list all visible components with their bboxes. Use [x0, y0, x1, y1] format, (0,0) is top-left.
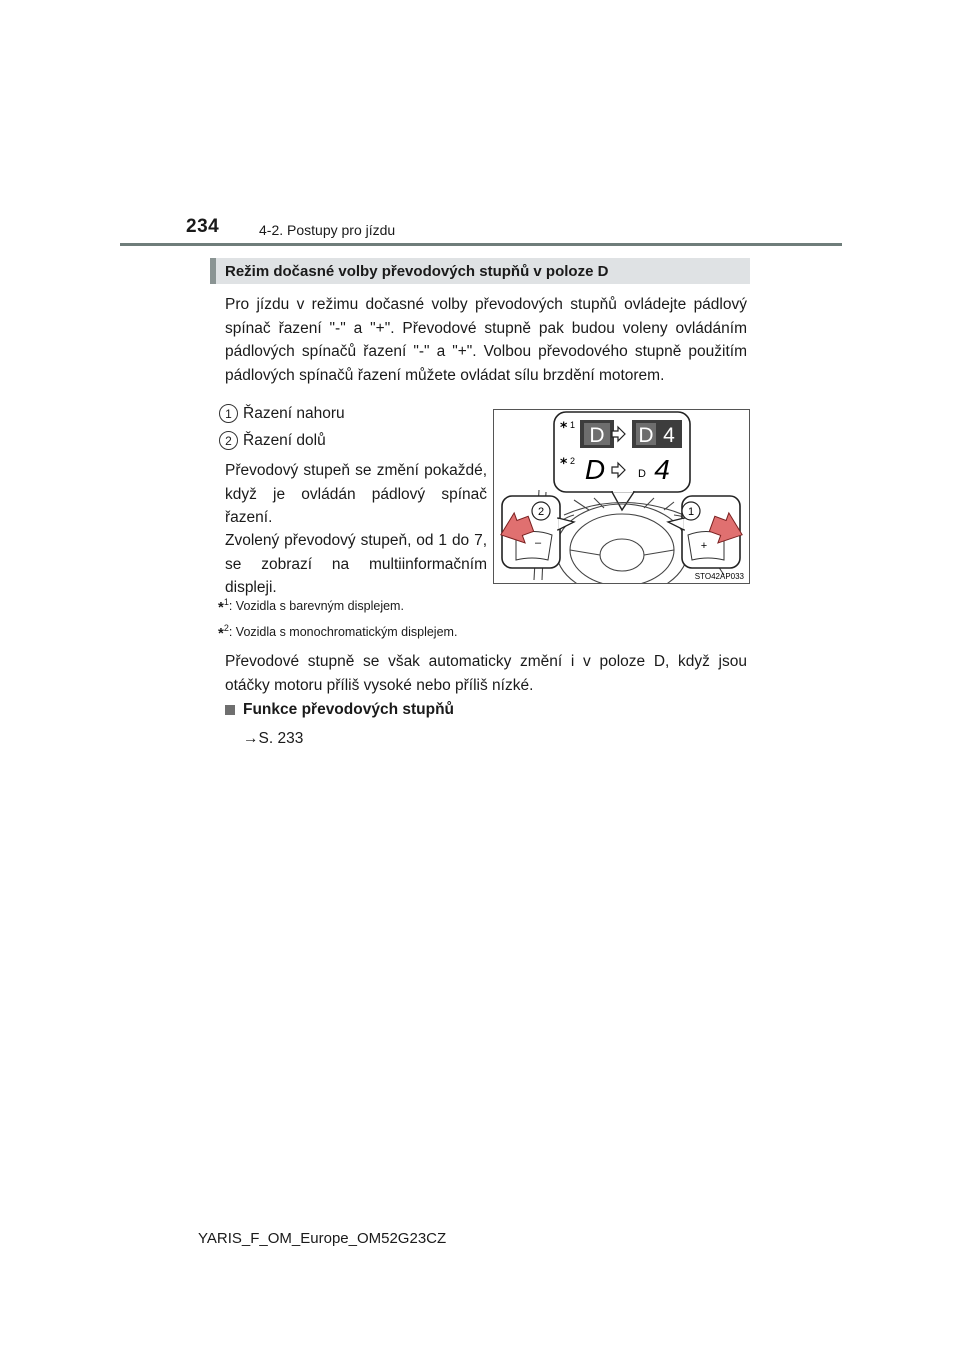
item-label-shift-up: Řazení nahoru [243, 405, 345, 422]
mono-display-gear: 4 [654, 454, 670, 485]
page-number: 234 [186, 216, 220, 237]
star-1-label: 1 [570, 420, 576, 430]
footnote-color-display [218, 597, 404, 616]
star-1-mark: * [560, 420, 568, 436]
section-title: Režim dočasné volby převodových stupňů v poloze D [225, 262, 609, 280]
minus-paddle-label: – [534, 537, 542, 549]
item-number-1: 1 [219, 404, 238, 423]
item-label-shift-down: Řazení dolů [243, 432, 326, 449]
figure-code: STO42AP033 [694, 572, 744, 581]
bullet-heading-row [225, 701, 454, 719]
description-gear-change: Převodový stupeň se změní pokaždé, když je ovládán pádlový spínač řazení. [225, 462, 487, 526]
footer-document-code: YARIS_F_OM_Europe_OM52G23CZ [198, 1230, 447, 1247]
section-label: 4-2. Postupy pro jízdu [259, 222, 396, 238]
section-title-box [210, 258, 750, 284]
footnote-mono-display [218, 623, 457, 642]
callout-number-2: 2 [537, 506, 545, 518]
intro-paragraph: Pro jízdu v režimu dočasné volby převodových stupňů ovládejte pádlový spínač řazení "-" a "+". Převodové stupně pak budou voleny ovládáním pádlových spínačů řazení "-" a "+". Volbou převodového stupně použitím pádlových spínačů řazení můžete ovládat sílu brzdění motorem. [225, 296, 747, 384]
bullet-heading: Funkce převodových stupňů [243, 701, 455, 718]
steering-wheel-figure [493, 409, 750, 584]
item-number-2: 2 [219, 431, 238, 450]
auto-change-paragraph: Převodové stupně se však automaticky změní i v poloze D, když jsou otáčky motoru příliš vysoké nebo příliš nízké. [225, 653, 747, 694]
description-gear-display: Zvolený převodový stupeň, od 1 do 7, se zobrazí na multiinformačním displeji. [225, 532, 487, 596]
color-display-d4-gear: 4 [663, 424, 675, 447]
steering-wheel-illustration [494, 410, 749, 583]
footnote-star: * [218, 625, 224, 643]
footnote-star: * [218, 599, 224, 617]
color-display-d: D [589, 424, 605, 447]
plus-paddle-label: + [700, 540, 708, 552]
header-rule [120, 243, 842, 246]
footnote-text: : Vozidla s barevným displejem. [228, 599, 404, 614]
footnote-text: : Vozidla s monochromatickým displejem. [228, 625, 458, 640]
color-display-d4-letter: D [638, 424, 654, 447]
footnote-mark: 1 [223, 597, 229, 607]
bullet-square-icon [225, 705, 235, 715]
callout-number-1: 1 [687, 506, 695, 518]
footnote-mark: 2 [223, 623, 229, 633]
mono-display-d: D [584, 454, 606, 485]
star-2-label: 2 [570, 456, 576, 466]
star-2-mark: * [560, 456, 568, 472]
page-reference-link[interactable]: →S. 233 [243, 730, 304, 747]
mono-display-d-small: D [638, 468, 646, 480]
